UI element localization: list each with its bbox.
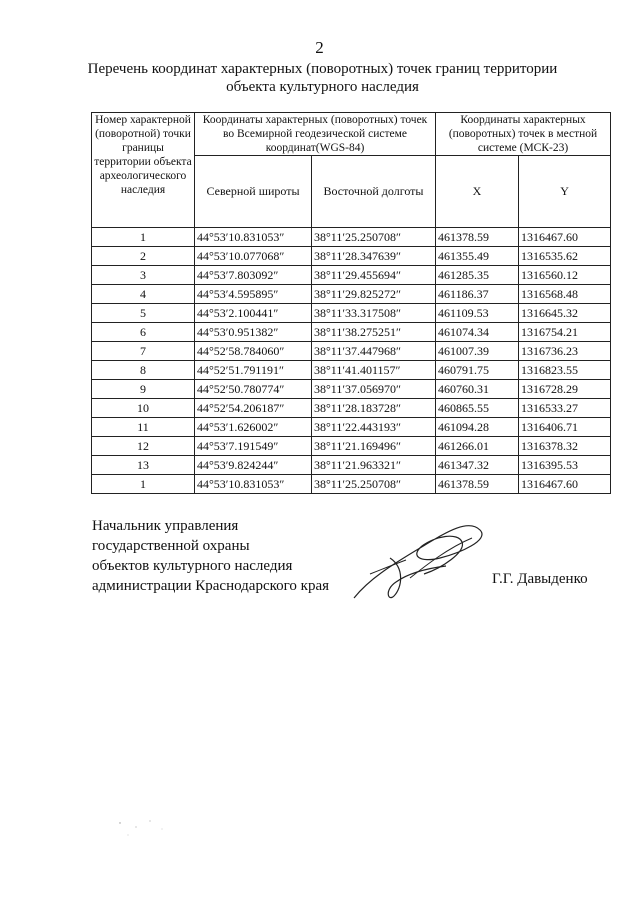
point-number-cell: 5 [92, 304, 195, 323]
longitude-cell: 38°11′33.317508″ [312, 304, 436, 323]
y-cell: 1316823.55 [519, 361, 611, 380]
page-number: 2 [315, 38, 324, 57]
signatory-line-2: государственной охраны [92, 538, 250, 554]
signatory-line-4: администрации Краснодарского края [92, 578, 330, 594]
latitude-cell: 44°53′7.191549″ [195, 437, 312, 456]
x-cell: 461355.49 [436, 247, 519, 266]
table-row [92, 285, 611, 304]
table-row [92, 380, 611, 399]
x-cell: 461074.34 [436, 323, 519, 342]
y-cell: 1316406.71 [519, 418, 611, 437]
table-row [92, 266, 611, 285]
latitude-cell: 44°53′7.803092″ [195, 266, 312, 285]
y-cell: 1316395.53 [519, 456, 611, 475]
x-cell: 461266.01 [436, 437, 519, 456]
point-number-cell: 1 [92, 228, 195, 247]
x-cell: 461378.59 [436, 475, 519, 494]
table-row [92, 342, 611, 361]
latitude-cell: 44°53′10.077068″ [195, 247, 312, 266]
latitude-cell: 44°53′2.100441″ [195, 304, 312, 323]
latitude-cell: 44°52′58.784060″ [195, 342, 312, 361]
table-row [92, 456, 611, 475]
table-row [92, 418, 611, 437]
point-number-cell: 11 [92, 418, 195, 437]
point-number-cell: 13 [92, 456, 195, 475]
x-cell: 461347.32 [436, 456, 519, 475]
y-cell: 1316467.60 [519, 228, 611, 247]
table-body [92, 228, 611, 494]
longitude-cell: 38°11′29.825272″ [312, 285, 436, 304]
x-cell: 461186.37 [436, 285, 519, 304]
header-point-number: Номер характерной (поворотной) точки границы территории объекта археологического наследия [92, 113, 195, 228]
y-cell: 1316728.29 [519, 380, 611, 399]
point-number-cell: 3 [92, 266, 195, 285]
point-number-cell: 9 [92, 380, 195, 399]
x-cell: 461285.35 [436, 266, 519, 285]
latitude-cell: 44°53′0.951382″ [195, 323, 312, 342]
longitude-cell: 38°11′29.455694″ [312, 266, 436, 285]
handwritten-signature [350, 508, 500, 604]
longitude-cell: 38°11′37.056970″ [312, 380, 436, 399]
table-row [92, 247, 611, 266]
latitude-cell: 44°53′10.831053″ [195, 228, 312, 247]
signer-name: Г.Г. Давыденко [492, 571, 588, 587]
longitude-cell: 38°11′37.447968″ [312, 342, 436, 361]
table-row [92, 304, 611, 323]
latitude-cell: 44°52′54.206187″ [195, 399, 312, 418]
y-cell: 1316378.32 [519, 437, 611, 456]
y-cell: 1316533.27 [519, 399, 611, 418]
point-number-cell: 12 [92, 437, 195, 456]
longitude-cell: 38°11′38.275251″ [312, 323, 436, 342]
point-number-cell: 2 [92, 247, 195, 266]
x-cell: 460865.55 [436, 399, 519, 418]
longitude-cell: 38°11′41.401157″ [312, 361, 436, 380]
y-cell: 1316560.12 [519, 266, 611, 285]
point-number-cell: 10 [92, 399, 195, 418]
y-cell: 1316568.48 [519, 285, 611, 304]
latitude-cell: 44°53′1.626002″ [195, 418, 312, 437]
table-row [92, 399, 611, 418]
latitude-cell: 44°53′9.824244″ [195, 456, 312, 475]
header-longitude: Восточной долготы [312, 156, 436, 228]
longitude-cell: 38°11′21.963321″ [312, 456, 436, 475]
longitude-cell: 38°11′28.347639″ [312, 247, 436, 266]
y-cell: 1316754.21 [519, 323, 611, 342]
table-row [92, 361, 611, 380]
latitude-cell: 44°52′51.791191″ [195, 361, 312, 380]
point-number-cell: 4 [92, 285, 195, 304]
point-number-cell: 8 [92, 361, 195, 380]
header-wgs84: Координаты характерных (поворотных) точек во Всемирной геодезической системе координат(WGS-84) [195, 113, 436, 156]
scan-specks [100, 815, 220, 845]
y-cell: 1316645.32 [519, 304, 611, 323]
signatory-line-3: объектов культурного наследия [92, 558, 293, 574]
document-title [60, 60, 585, 96]
longitude-cell: 38°11′22.443193″ [312, 418, 436, 437]
header-latitude: Северной широты [195, 156, 312, 228]
signatory-line-1: Начальник управления [92, 518, 239, 534]
header-x: X [436, 156, 519, 228]
table-row [92, 228, 611, 247]
table-row [92, 323, 611, 342]
header-msk23: Координаты характерных (поворотных) точек в местной системе (МСК-23) [436, 113, 611, 156]
latitude-cell: 44°53′4.595895″ [195, 285, 312, 304]
title-line-1: Перечень координат характерных (поворотных) точек границ территории [87, 61, 558, 77]
point-number-cell: 7 [92, 342, 195, 361]
y-cell: 1316535.62 [519, 247, 611, 266]
longitude-cell: 38°11′25.250708″ [312, 228, 436, 247]
table-row [92, 475, 611, 494]
title-line-2: объекта культурного наследия [226, 79, 419, 95]
x-cell: 461378.59 [436, 228, 519, 247]
latitude-cell: 44°53′10.831053″ [195, 475, 312, 494]
point-number-cell: 1 [92, 475, 195, 494]
table-row [92, 437, 611, 456]
x-cell: 461094.28 [436, 418, 519, 437]
header-y: Y [519, 156, 611, 228]
y-cell: 1316467.60 [519, 475, 611, 494]
y-cell: 1316736.23 [519, 342, 611, 361]
longitude-cell: 38°11′28.183728″ [312, 399, 436, 418]
latitude-cell: 44°52′50.780774″ [195, 380, 312, 399]
x-cell: 460760.31 [436, 380, 519, 399]
coordinates-table [91, 112, 611, 494]
longitude-cell: 38°11′21.169496″ [312, 437, 436, 456]
point-number-cell: 6 [92, 323, 195, 342]
x-cell: 461109.53 [436, 304, 519, 323]
longitude-cell: 38°11′25.250708″ [312, 475, 436, 494]
x-cell: 461007.39 [436, 342, 519, 361]
signatory-block [92, 516, 329, 596]
x-cell: 460791.75 [436, 361, 519, 380]
